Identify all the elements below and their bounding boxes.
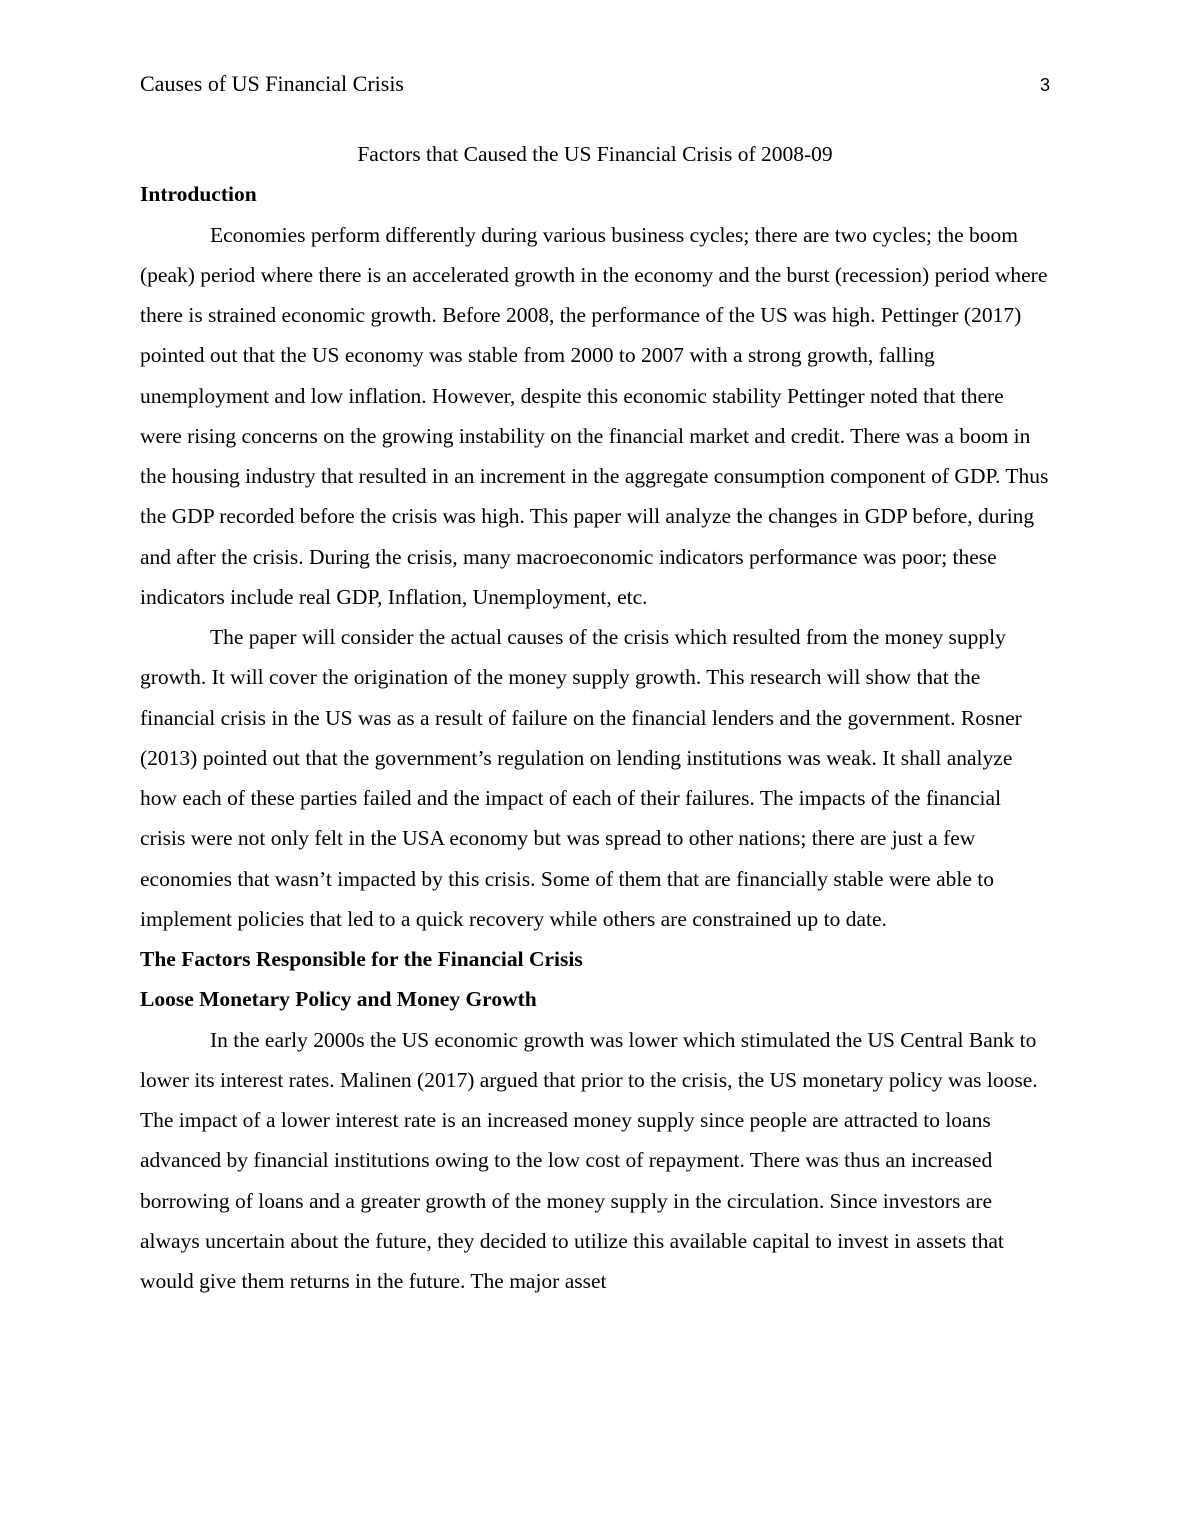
document-title: Factors that Caused the US Financial Crisis of 2008-09 [357,142,833,166]
page-number: 3 [1039,75,1050,95]
introduction-paragraph-2: The paper will consider the actual causes of the crisis which resulted from the money supply growth. It will cover the origination of the money supply growth. This research will show that the financial crisis in the US was as a result of failure on the financial lenders and the government. Rosner (2013) pointed out that the government’s regulation on lending institutions was weak. It shall analyze how each of these parties failed and the impact of each of their failures. The impacts of the financial crisis were not only felt in the USA economy but was spread to other nations; there are just a few economies that wasn’t impacted by this crisis. Some of them that are financially stable were able to implement policies that led to a quick recovery while others are constrained up to date. [140,625,1022,931]
introduction-paragraph-1: Economies perform differently during various business cycles; there are two cycles; the boom (peak) period where there is an accelerated growth in the economy and the burst (recession) period where there is strained economic growth. Before 2008, the performance of the US was high. Pettinger (2017) pointed out that the US economy was stable from 2000 to 2007 with a strong growth, falling unemployment and low inflation. However, despite this economic stability Pettinger noted that there were rising concerns on the growing instability on the financial market and credit. There was a boom in the housing industry that resulted in an increment in the aggregate consumption component of GDP. Thus the GDP recorded before the crisis was high. This paper will analyze the changes in GDP before, during and after the crisis. During the crisis, many macroeconomic indicators performance was poor; these indicators include real GDP, Inflation, Unemployment, etc. [140,222,1049,609]
running-head: Causes of US Financial Crisis [140,71,404,96]
introduction-heading: Introduction [140,182,257,207]
monetary-policy-heading: Loose Monetary Policy and Money Growth [140,987,537,1012]
document-body [140,134,1050,1301]
factors-heading: The Factors Responsible for the Financial Crisis [140,947,583,971]
monetary-policy-paragraph: In the early 2000s the US economic growth was lower which stimulated the US Central Bank to lower its interest rates. Malinen (2017) argued that prior to the crisis, the US monetary policy was loose. The impact of a lower interest rate is an increased money supply since people are attracted to loans advanced by financial institutions owing to the low cost of repayment. There was thus an increased borrowing of loans and a greater growth of the money supply in the circulation. Since investors are always uncertain about the future, they decided to utilize this available capital to invest in assets that would give them returns in the future. The major asset [140,1027,1038,1293]
